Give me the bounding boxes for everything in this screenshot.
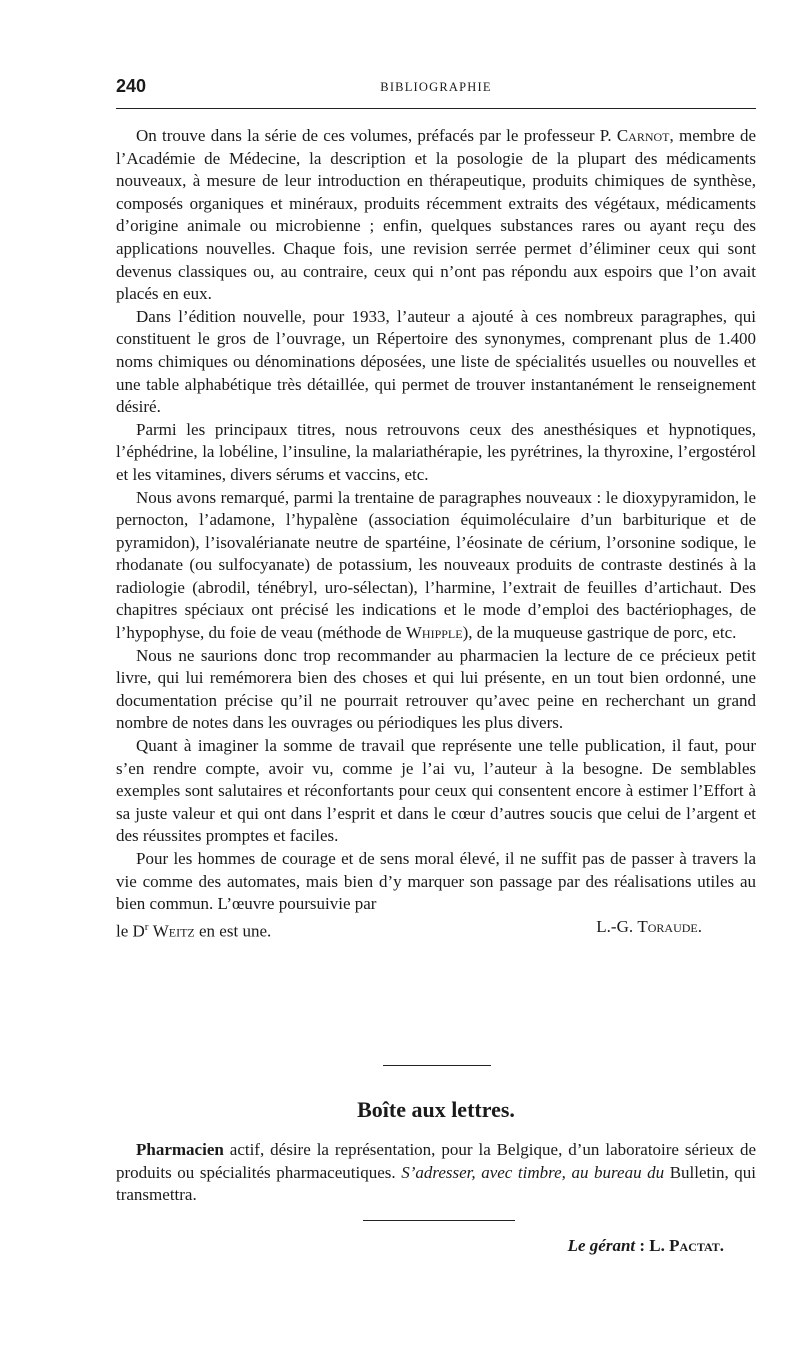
paragraph-7: Pour les hommes de courage et de sens moral élevé, il ne suffit pas de passer à travers la vie comme des automates, mais bien d’y marquer son passage par des réalisations utiles au bien commun. L’œuvre poursuivie par xyxy=(116,849,756,914)
closing-suffix: en est une. xyxy=(194,921,272,941)
review-signature xyxy=(596,916,702,939)
page-number: 240 xyxy=(116,76,147,96)
review-article xyxy=(116,125,756,941)
paragraph-4 xyxy=(116,487,756,645)
manager-name: Pactat. xyxy=(669,1236,724,1255)
author-name-carnot: Carnot xyxy=(616,126,670,145)
paragraph-6: Quant à imaginer la somme de travail que représente une telle publication, il faut, pour s’en rendre compte, avoir vu, comme je l’ai vu, l’auteur à la besogne. De semblables exemples sont salutaires et réconfortants pour ceux qui consentent encore à estimer l’Effort à sa juste valeur et qui ont dans l’esprit et dans le cœur d’autres soucis que celui de l’argent et des réussites promptes et faciles. xyxy=(116,736,756,846)
header-rule xyxy=(116,108,756,109)
ad-contact-instructions: S’adresser, avec timbre, au bureau du xyxy=(401,1162,665,1182)
signature-initials: L.-G. xyxy=(596,916,638,936)
mailbox-heading: Boîte aux lettres. xyxy=(357,1097,515,1122)
ad-text-a: actif, désire la représentation, pour la Belgique, d’un laboratoire sérieux de produits ou spécialités pharmaceutiques. xyxy=(116,1140,756,1182)
ad-text-b: Bulletin, qui transmettra. xyxy=(116,1162,757,1205)
author-name-weitz: Weitz xyxy=(152,921,195,941)
paragraph-1-text-a: On trouve dans la série de ces volumes, préfacés par le professeur P. xyxy=(136,126,617,145)
paragraph-5: Nous ne saurions donc trop recommander au pharmacien la lecture de ce précieux petit livre, qui lui remémorera bien des choses et qui lui présente, en un tout bien ordonné, une documentation précise qu’il ne pourrait retrouver qu’avec peine en recherchant un grand nombre de notes dans les ouvrages ou périodiques les plus divers. xyxy=(116,645,756,733)
footer-rule xyxy=(363,1220,515,1221)
closing-prefix: le D xyxy=(116,921,145,941)
paragraph-1 xyxy=(116,125,756,306)
paragraph-3: Parmi les principaux titres, nous retrouvons ceux des anesthésiques et hypnotiques, l’éphédrine, la lobéline, l’insuline, la malariathérapie, les pyrétrines, la thyroxine, l’ergostérol et les vitamines, divers sérums et vaccins, etc. xyxy=(116,419,756,484)
paragraph-1-text-b: , membre de l’Académie de Médecine, la description et la posologie de la plupart des médicaments nouveaux, à mesure de leur introduction en thérapeutique, produits chimiques de synthèse, composés organiques et minéraux, produits récemment extraits des végétaux, médicaments d’origine animale ou microbienne ; enfin, quelques substances rares ou ayant reçu des applications nouvelles. Chaque fois, une revision serrée permet d’éliminer ceux qui sont devenus classiques ou, au contraire, ceux qui n’ont pas répondu aux espoirs que l’on avait placés en eux. xyxy=(116,126,756,304)
page-header xyxy=(116,76,756,100)
section-divider-rule xyxy=(383,1065,491,1066)
ad-lead-word: Pharmacien xyxy=(136,1140,224,1159)
manager-separator: : L. xyxy=(635,1236,670,1255)
manager-line xyxy=(568,1236,724,1256)
author-name-whipple: Whipple xyxy=(405,623,463,643)
paragraph-2: Dans l’édition nouvelle, pour 1933, l’auteur a ajouté à ces nombreux paragraphes, qui constituent le gros de l’ouvrage, un Répertoire des synonymes, comprenant plus de 1.400 noms chimiques ou dénominations déposées, une liste de spécialités usuelles ou nouvelles et une table alphabétique très détaillée, qui permet de trouver instantanément le renseignement désiré. xyxy=(116,306,756,417)
closing-line xyxy=(116,916,756,939)
classified-ad xyxy=(116,1139,756,1207)
manager-label: Le gérant xyxy=(567,1236,636,1255)
running-title: BIBLIOGRAPHIE xyxy=(380,80,492,94)
mailbox-notice xyxy=(116,1139,756,1207)
signature-name: Toraude. xyxy=(637,916,702,936)
closing-sentence xyxy=(116,916,271,943)
paragraph-4-text-b: ), de la muqueuse gastrique de porc, etc. xyxy=(462,623,737,643)
doctor-superscript: r xyxy=(144,920,149,933)
paragraph-4-text-a: Nous avons remarqué, parmi la trentaine de paragraphes nouveaux : le dioxypyramidon, le pernocton, l’adamone, l’hypalène (association équimoléculaire d’un barbiturique et de pyramidon), l’isovalérianate neutre de spartéine, l’éosinate de cérium, l’orsonine sodique, le rhodanate (ou sulfocyanate) de potassium, les nouveaux produits de contraste destinés à la radiologie (abrodil, ténébryl, uro-sélectan), l’harmine, l’extrait de feuilles d’artichaut. Des chapitres spéciaux ont précisé les indications et le mode d’emploi des bactériophages, de l’hypophyse, du foie de veau (méthode de xyxy=(116,487,756,643)
